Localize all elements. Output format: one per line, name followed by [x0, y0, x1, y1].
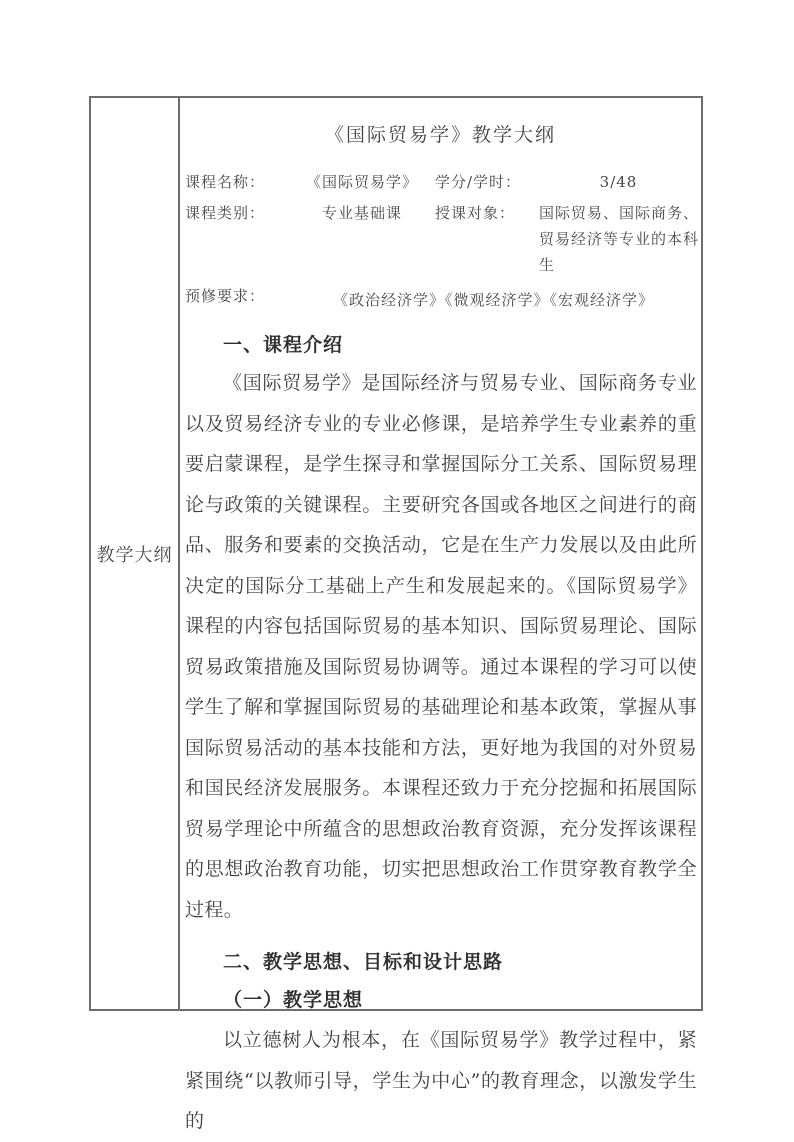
page-title: 《国际贸易学》教学大纲: [324, 124, 556, 146]
prereq-value: 《政治经济学》《微观经济学》《宏观经济学》: [332, 291, 654, 309]
prereq-label: 预修要求：: [185, 287, 266, 305]
row-label: 教学大纲: [96, 544, 173, 566]
course-name-value: 《国际贸易学》: [305, 173, 418, 191]
section-1-heading: 一、课程介绍: [223, 334, 344, 356]
credits-value: 3/48: [599, 173, 638, 191]
table-content-cell: [180, 98, 701, 1132]
audience-value: 国际贸易、国际商务、贸易经济等专业的本科生: [539, 204, 700, 274]
audience-label: 授课对象：: [435, 204, 516, 222]
section-1-body: 《国际贸易学》是国际经济与贸易专业、国际商务专业以及贸易经济专业的专业必修课，是培养学生专业素养的重要启蒙课程，是学生探寻和掌握国际分工关系、国际贸易理论与政策的关键课程。主要研究各国或各地区之间进行的商品、服务和要素的交换活动，它是在生产力发展以及由此所决定的国际分工基础上产生和发展起来的。《国际贸易学》课程的内容包括国际贸易的基本知识、国际贸易理论、国际贸易政策措施及国际贸易协调等。通过本课程的学习可以使学生了解和掌握国际贸易的基础理论和基本政策，掌握从事国际贸易活动的基本技能和方法，更好地为我国的对外贸易和国民经济发展服务。本课程还致力于充分挖掘和拓展国际贸易学理论中所蕴含的思想政治教育资源，充分发挥该课程的思想政治教育功能，切实把思想政治工作贯穿教育教学全过程。: [185, 372, 697, 921]
section-2-sub-heading: （一）教学思想: [223, 989, 364, 1011]
category-label: 课程类别：: [185, 204, 266, 222]
course-meta: [185, 169, 698, 313]
section-2-heading: 二、教学思想、目标和设计思路: [223, 951, 504, 973]
course-name-label: 课程名称：: [185, 173, 266, 191]
category-value: 专业基础课: [321, 204, 402, 222]
syllabus-table: [89, 96, 703, 1132]
credits-label: 学分/学时：: [435, 173, 522, 191]
table-row-header-cell: [91, 98, 180, 1009]
section-2-body: 以立德树人为根本，在《国际贸易学》教学过程中，紧紧围绕“以教师引导，学生为中心”的教育理念，以激发学生的: [185, 1029, 697, 1132]
